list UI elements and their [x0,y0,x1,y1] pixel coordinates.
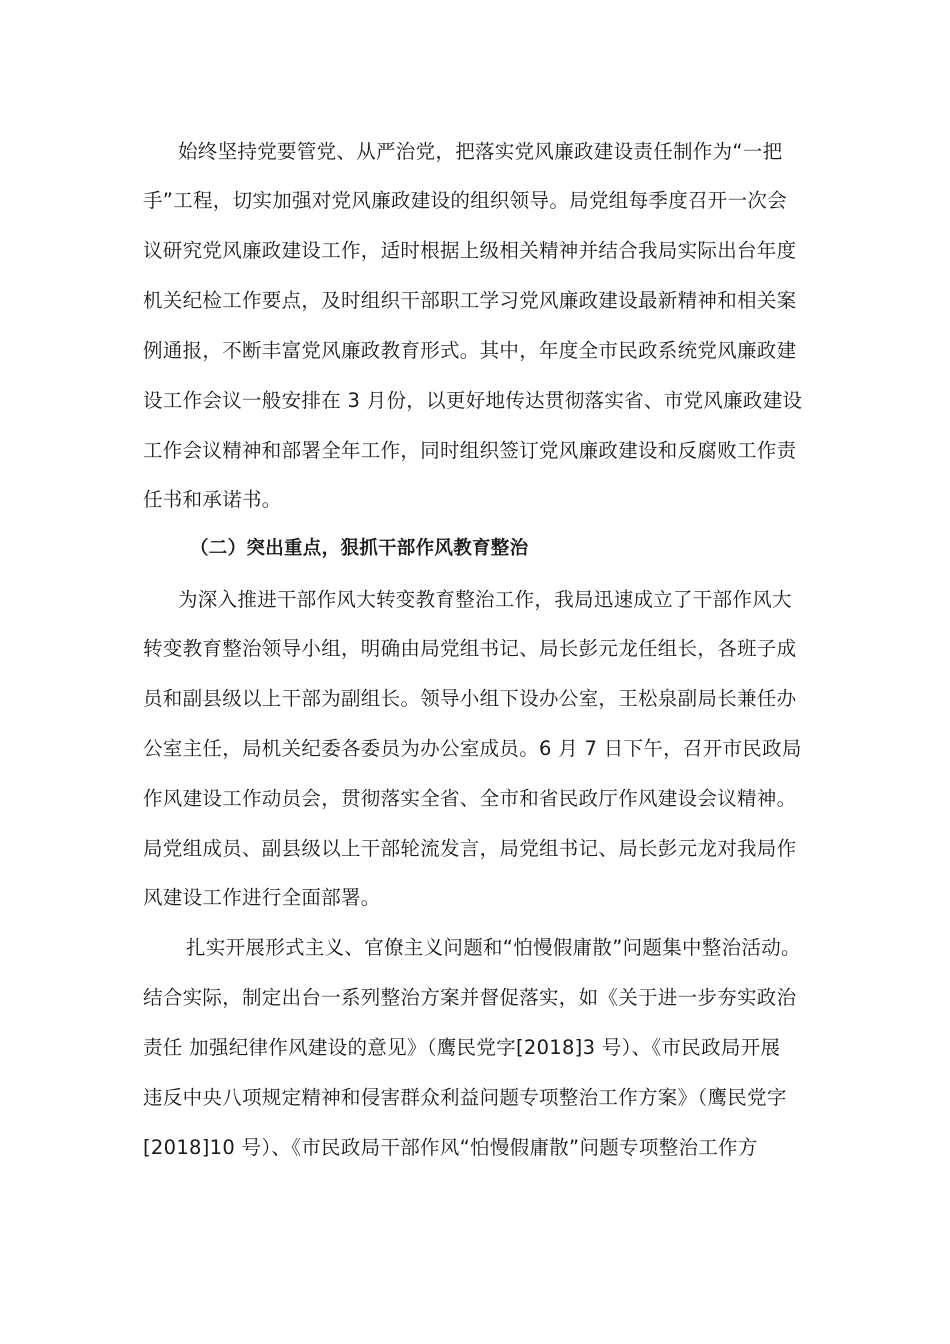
text-line: 风建设工作进行全面部署。 [143,886,381,909]
text-line: 责任 加强纪律作风建设的意见》（鹰民党字[2018]3 号）、《市民政局开展 [143,1036,781,1059]
text-line: 机关纪检工作要点，及时组织干部职工学习党风廉政建设最新精神和相关案 [143,289,797,312]
text-line: 员和副县级以上干部为副组长。领导小组下设办公室，王松泉副局长兼任办 [143,687,797,710]
text-line: 设工作会议一般安排在 3 月份，以更好地传达贯彻落实省、市党风廉政建设 [143,389,803,412]
section-heading: （二）突出重点，狠抓干部作风教育整治 [190,538,529,559]
text-line: 作风建设工作动员会，贯彻落实全省、全市和省民政厅作风建设会议精神。 [143,787,797,810]
text-line: [2018]10 号）、《市民政局干部作风“怕慢假庸散”问题专项整治工作方 [143,1136,758,1159]
text-line: 转变教育整治领导小组，明确由局党组书记、局长彭元龙任组长，各班子成 [143,637,797,660]
text-line: 违反中央八项规定精神和侵害群众利益问题专项整治工作方案》（鹰民党字 [143,1086,787,1109]
text-line: 局党组成员、副县级以上干部轮流发言，局党组书记、局长彭元龙对我局作 [143,837,797,860]
text-line: 手”工程，切实加强对党风廉政建设的组织领导。局党组每季度召开一次会 [143,189,788,212]
text-line: 扎实开展形式主义、官僚主义问题和“怕慢假庸散”问题集中整治活动。 [186,936,801,959]
text-line: 公室主任，局机关纪委各委员为办公室成员。6 月 7 日下午，召开市民政局 [143,737,802,760]
text-line: 工作会议精神和部署全年工作，同时组织签订党风廉政建设和反腐败工作责 [143,439,797,462]
text-line: 任书和承诺书。 [143,488,282,511]
text-line: 例通报，不断丰富党风廉政教育形式。其中，年度全市民政系统党风廉政建 [143,339,797,362]
text-line: 议研究党风廉政建设工作，适时根据上级相关精神并结合我局实际出台年度 [143,239,797,262]
text-line: 始终坚持党要管党、从严治党，把落实党风廉政建设责任制作为“一把 [178,140,783,163]
text-line: 结合实际，制定出台一系列整治方案并督促落实，如《关于进一步夯实政治 [143,986,797,1009]
text-line: 为深入推进干部作风大转变教育整治工作，我局迅速成立了干部作风大 [178,588,792,611]
